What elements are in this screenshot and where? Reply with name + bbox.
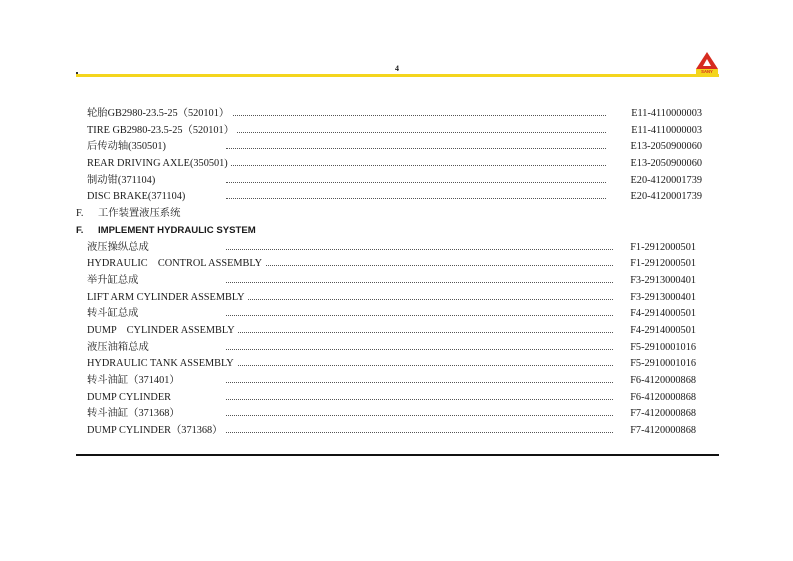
logo-text: SANY (701, 69, 713, 74)
section-title: 工作装置液压系统 (98, 208, 181, 220)
dot-leader (226, 115, 606, 116)
footer-rule (76, 454, 719, 456)
toc-entry[interactable] (76, 256, 719, 273)
entry-code: F6-4120000868 (626, 390, 696, 407)
entry-title: 转斗油缸（371401） (87, 373, 183, 390)
toc-entry[interactable] (76, 240, 719, 257)
dot-leader (226, 349, 613, 350)
entry-code: E13-2050900060 (627, 156, 703, 173)
toc-entry[interactable] (76, 123, 719, 140)
entry-title: 转斗油缸（371368） (87, 406, 183, 423)
toc-entry[interactable] (76, 356, 719, 373)
dot-leader (226, 182, 606, 183)
toc-entry[interactable] (76, 306, 719, 323)
header-rule (76, 74, 719, 77)
section-title: IMPLEMENT HYDRAULIC SYSTEM (98, 224, 256, 236)
entry-title: DUMP CYLINDER（371368） (87, 423, 225, 440)
entry-title: 举升缸总成 (87, 273, 141, 290)
section-heading[interactable] (76, 223, 719, 240)
toc-entry[interactable] (76, 106, 719, 123)
entry-code: E20-4120001739 (627, 173, 703, 190)
entry-title: 液压操纵总成 (87, 240, 152, 257)
entry-code: E11-4110000003 (627, 123, 702, 140)
entry-code: F5-2910001016 (626, 340, 696, 357)
toc-entry[interactable] (76, 340, 719, 357)
dot-leader (226, 382, 613, 383)
entry-code: E20-4120001739 (627, 189, 703, 206)
entry-title: DUMP CYLINDER (87, 390, 174, 407)
entry-code: F6-4120000868 (626, 373, 696, 390)
dot-leader (226, 299, 613, 300)
toc-entry[interactable] (76, 189, 719, 206)
toc-entry[interactable] (76, 156, 719, 173)
sany-logo-icon (695, 52, 719, 74)
section-letter: F. (76, 224, 84, 236)
entry-title: DUMP CYLINDER ASSEMBLY (87, 323, 238, 340)
entry-title: DISC BRAKE(371104) (87, 189, 188, 206)
toc-entry[interactable] (76, 290, 719, 307)
entry-title: 轮胎GB2980-23.5-25（520101） (87, 106, 232, 123)
dot-leader (226, 249, 613, 250)
entry-code: F3-2913000401 (626, 290, 696, 307)
dot-leader (226, 315, 613, 316)
toc-entry[interactable] (76, 390, 719, 407)
dot-leader (226, 148, 606, 149)
toc-entry[interactable] (76, 139, 719, 156)
toc-entry[interactable] (76, 173, 719, 190)
dot-leader (226, 198, 606, 199)
entry-title: 后传动轴(350501) (87, 139, 169, 156)
table-of-contents (76, 106, 719, 440)
dot-leader (226, 365, 613, 366)
entry-code: F7-4120000868 (626, 423, 696, 440)
entry-code: F3-2913000401 (626, 273, 696, 290)
dot-leader (226, 132, 606, 133)
dot-leader (226, 282, 613, 283)
dot-leader (226, 399, 613, 400)
section-heading[interactable] (76, 206, 719, 223)
entry-code: F1-2912000501 (626, 256, 696, 273)
entry-code: E11-4110000003 (627, 106, 702, 123)
entry-title: 转斗缸总成 (87, 306, 141, 323)
entry-title: 制动钳(371104) (87, 173, 158, 190)
entry-title: LIFT ARM CYLINDER ASSEMBLY (87, 290, 248, 307)
entry-title: 液压油箱总成 (87, 340, 152, 357)
dot-leader (226, 432, 613, 433)
entry-title: HYDRAULIC CONTROL ASSEMBLY (87, 256, 265, 273)
toc-entry[interactable] (76, 373, 719, 390)
entry-code: F4-2914000501 (626, 323, 696, 340)
entry-code: F7-4120000868 (626, 406, 696, 423)
entry-code: F1-2912000501 (626, 240, 696, 257)
entry-title: TIRE GB2980-23.5-25（520101） (87, 123, 237, 140)
dot-leader (226, 415, 613, 416)
dot-leader (226, 265, 613, 266)
entry-code: F4-2914000501 (626, 306, 696, 323)
entry-title: HYDRAULIC TANK ASSEMBLY (87, 356, 237, 373)
toc-entry[interactable] (76, 273, 719, 290)
dot-leader (226, 165, 606, 166)
toc-entry[interactable] (76, 406, 719, 423)
page-number: 4 (395, 64, 399, 73)
dot-leader (226, 332, 613, 333)
entry-code: F5-2910001016 (626, 356, 696, 373)
toc-entry[interactable] (76, 323, 719, 340)
toc-entry[interactable] (76, 423, 719, 440)
section-letter: F. (76, 208, 84, 220)
entry-code: E13-2050900060 (627, 139, 703, 156)
entry-title: REAR DRIVING AXLE(350501) (87, 156, 231, 173)
